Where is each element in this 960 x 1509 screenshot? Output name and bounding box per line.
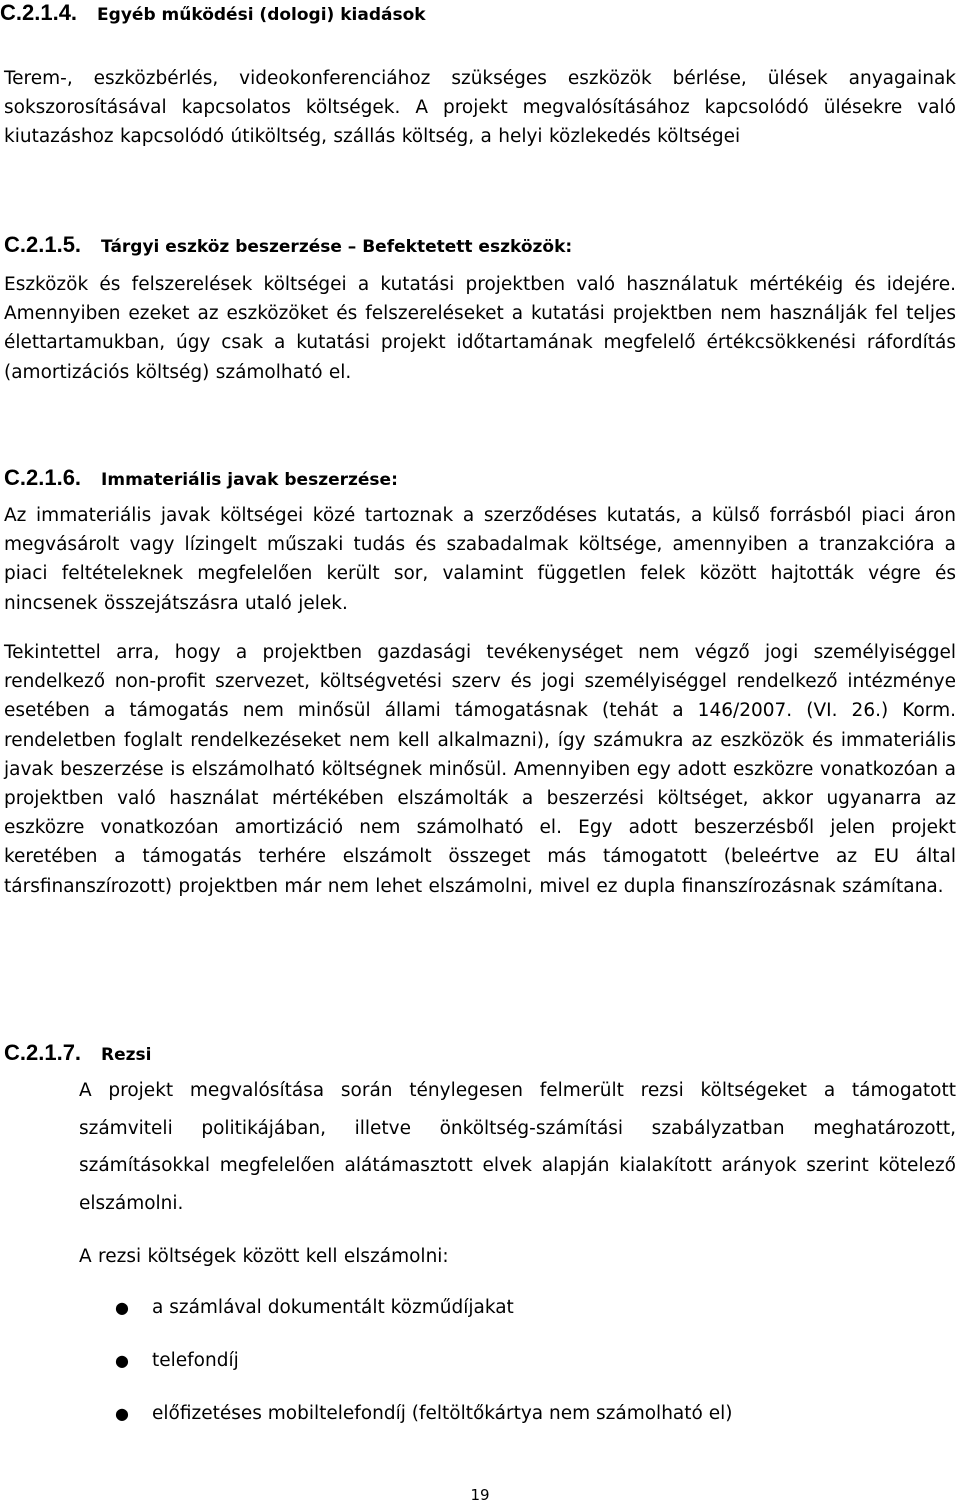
section-title: Immateriális javak beszerzése: (101, 470, 398, 490)
list-item-text: telefondíj (152, 1350, 239, 1371)
list-item (79, 1294, 732, 1347)
list-item-text: előfizetéses mobiltelefondíj (feltöltőkártya nem számolható el) (152, 1403, 733, 1424)
section-title: Rezsi (101, 1045, 152, 1065)
paragraph-c2-1-6-body: Tekintettel arra, hogy a projektben gazdasági tevékenységet nem végző jogi személyiséggel rendelkező non-profit szervezet, költségvetési szerv és jogi személyiséggel rendelkező intézménye esetében a támogatás nem minősül állami támogatásnak (tehát a 146/2007. (VI. 26.) Korm. rendeletben foglalt rendelkezéseket nem kell alkalmazni), így számukra az eszközök és immateriális javak beszerzése is elszámolható költségnek minősül. Amennyiben egy adott eszközre vonatkozóan a projektben való használat mértékében elszámolták a beszerzési költséget, akkor ugyanarra az eszközre vonatkozóan amortizáció nem számolható el. Egy adott beszerzésből jelen projekt keretében a támogatás terhére elszámolt összeget más támogatott (beleértve az EU által társfinanszírozott) projektben már nem lehet elszámolni, mivel ez dupla finanszírozásnak számítana. (4, 642, 956, 897)
section-number: C.2.1.6. (4, 465, 82, 490)
section-number: C.2.1.5. (4, 232, 82, 257)
list-item (79, 1347, 732, 1400)
paragraph-c2-1-6-intro: Az immateriális javak költségei közé tartoznak a szerződéses kutatás, a külső forrásból piaci áron megvásárolt vagy lízingelt műszaki tudás és szabadalmak költsége, amennyiben a tranzakcióra a piaci feltételeknek megfelelően került sor, valamint független felek között hajtották végre és nincsenek összejátszásra utaló jelek. (4, 505, 956, 614)
section-heading-c2-1-6 (4, 465, 956, 493)
list-intro: A rezsi költségek között kell elszámolni: (79, 1246, 449, 1267)
paragraph-c2-1-7: A projekt megvalósítása során ténylegesen felmerült rezsi költségeket a támogatott számviteli politikájában, illetve önköltség-számítási szabályzatban meghatározott, számításokkal megfelelően alátámasztott elvek alapján kialakított arányok szerint kötelező elszámolni. (79, 1080, 956, 1214)
bullet-icon: ● (115, 1351, 129, 1370)
page-number: 19 (470, 1486, 490, 1504)
section-number: C.2.1.7. (4, 1040, 82, 1065)
section-number: C.2.1.4. (0, 0, 78, 25)
section-heading-c2-1-4 (0, 0, 952, 28)
section-heading-c2-1-7 (4, 1040, 956, 1068)
paragraph-c2-1-4: Terem-, eszközbérlés, videokonferenciához szükséges eszközök bérlése, ülések anyagainak sokszorosításával kapcsolatos költségek. A projekt megvalósításához kapcsolódó ülésekre való kiutazáshoz kapcsolódó útiköltség, szállás költség, a helyi közlekedés költségei (4, 68, 956, 148)
bullet-list (79, 1294, 732, 1453)
section-heading-c2-1-5 (4, 232, 956, 260)
bullet-icon: ● (115, 1404, 129, 1423)
paragraph-c2-1-5: Eszközök és felszerelések költségei a kutatási projektben való használatuk mértékéig és idejére. Amennyiben ezeket az eszközöket és felszereléseket a kutatási projektben nem használják fel teljes élettartamukban, úgy csak a kutatási projekt időtartamának megfelelő értékcsökkenési ráfordítás (amortizációs költség) számolható el. (4, 274, 956, 383)
section-title: Egyéb működési (dologi) kiadások (97, 5, 426, 25)
list-item (79, 1400, 732, 1453)
bullet-icon: ● (115, 1298, 129, 1317)
section-title: Tárgyi eszköz beszerzése – Befektetett eszközök: (101, 237, 573, 257)
list-item-text: a számlával dokumentált közműdíjakat (152, 1297, 514, 1318)
